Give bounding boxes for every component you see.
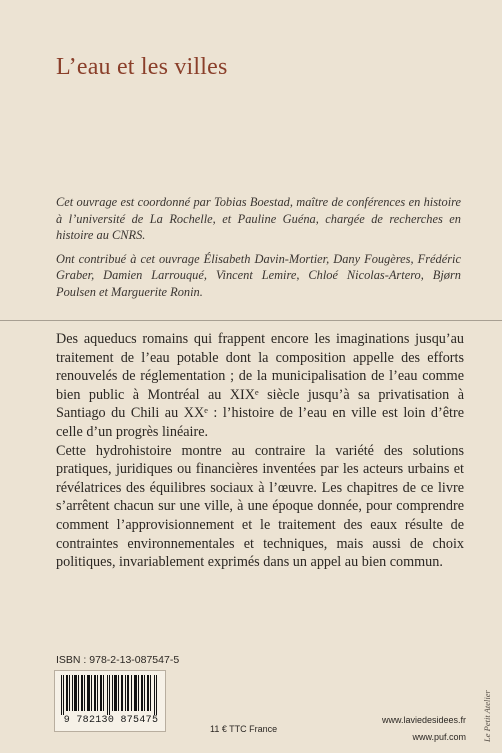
barcode-bars — [61, 675, 159, 715]
barcode-digits: 9 782130 875475 — [63, 715, 159, 726]
divider — [0, 320, 502, 321]
url-puf: www.puf.com — [412, 732, 466, 742]
series-logo: Le Petit Atelier — [482, 690, 492, 742]
coordinators-text: Cet ouvrage est coordonné par Tobias Boestad, maître de conférences en histoire à l’université de La Rochelle, et Pauline Guéna, chargée de recherches en histoire au CNRS. — [56, 195, 461, 243]
credits-block — [56, 194, 461, 308]
isbn-text: ISBN : 978-2-13-087547-5 — [56, 654, 180, 666]
contributors-text: Ont contribué à cet ouvrage Élisabeth Davin-Mortier, Dany Fougères, Frédéric Graber, Damien Larrouqué, Vincent Lemire, Chloé Nicolas-Artero, Bjørn Poulsen et Marguerite Ronin. — [56, 251, 461, 299]
url-laviedesidees: www.laviedesidees.fr — [381, 715, 466, 725]
barcode — [54, 670, 166, 732]
blurb-paragraph-2: Cette hydrohistoire montre au contraire la variété des solutions pratiques, juridiques ou financières inventées par les acteurs urbains et révélatrices des équilibres sociaux à l’œuvre. Les chapitres de ce livre s’arrêtent chacun sur une ville, à une époque donnée, pour comprendre comment l’approvisionnement et le traitement des eaux résulte de contraintes environnementales et techniques, mais aussi de choix politiques, invariablement exprimés dans un appel au bien commun. — [56, 442, 464, 571]
blurb-paragraph-1: Des aqueducs romains qui frappent encore les imaginations jusqu’au traitement de l’eau potable dont la composition appelle des efforts renouvelés de réglementation ; de la municipalisation de l’eau comme bien public à Montréal au XIXᵉ siècle jusqu’à sa privatisation à Santiago du Chili au XXᵉ : l’histoire de l’eau en ville est loin d’être celle d’un progrès linéaire. — [56, 331, 464, 440]
book-title: L’eau et les villes — [56, 54, 228, 80]
price-text: 11 € TTC France — [210, 724, 278, 734]
blurb-block — [56, 330, 464, 572]
publisher-urls — [336, 712, 466, 746]
